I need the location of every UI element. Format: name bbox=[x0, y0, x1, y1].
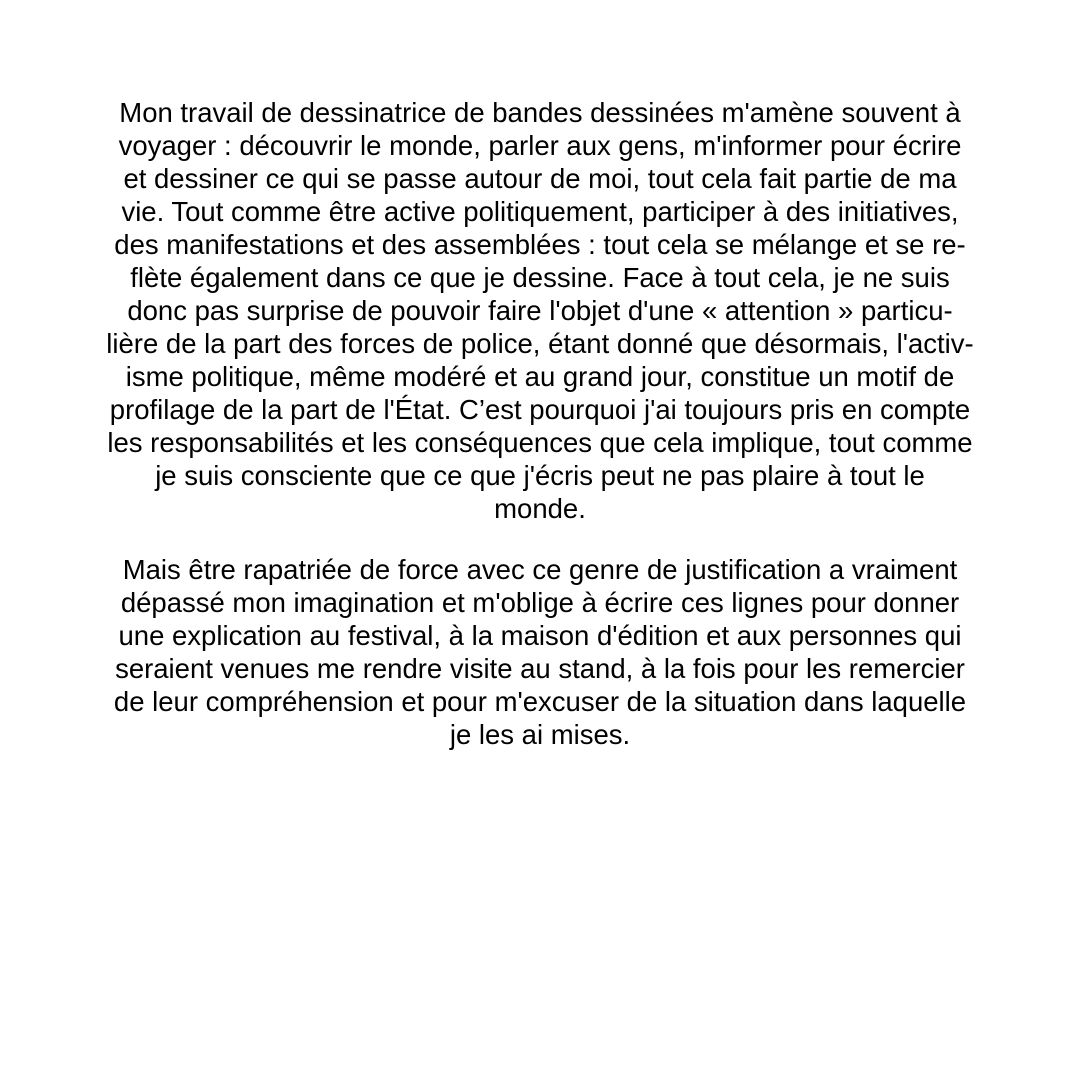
text-line: vie. Tout comme être active politiquement, participer à des initiatives, bbox=[121, 196, 959, 227]
text-line: donc pas surprise de pouvoir faire l'objet d'une « attention » particu- bbox=[127, 295, 953, 326]
text-line: profilage de la part de l'État. C’est pourquoi j'ai toujours pris en compte bbox=[109, 394, 971, 425]
text-line: lière de la part des forces de police, étant donné que désormais, l'activ- bbox=[106, 328, 974, 359]
text-line: Mon travail de dessinatrice de bandes dessinées m'amène souvent à bbox=[119, 97, 961, 128]
statement-text bbox=[0, 96, 1080, 751]
text-line: je suis consciente que ce que j'écris peut ne pas plaire à tout le bbox=[155, 460, 925, 491]
paragraph-1 bbox=[60, 96, 1020, 525]
text-line: les responsabilités et les conséquences que cela implique, tout comme bbox=[107, 427, 973, 458]
text-line: des manifestations et des assemblées : tout cela se mélange et se re- bbox=[114, 229, 966, 260]
text-line: monde. bbox=[494, 493, 586, 524]
paragraph-2 bbox=[60, 553, 1020, 751]
text-line: et dessiner ce qui se passe autour de moi, tout cela fait partie de ma bbox=[123, 163, 957, 194]
text-line: seraient venues me rendre visite au stand, à la fois pour les remercier bbox=[115, 653, 965, 684]
text-line: je les ai mises. bbox=[449, 719, 631, 750]
text-line: une explication au festival, à la maison d'édition et aux personnes qui bbox=[118, 620, 962, 651]
text-line: Mais être rapatriée de force avec ce genre de justification a vraiment bbox=[122, 554, 958, 585]
text-line: isme politique, même modéré et au grand jour, constitue un motif de bbox=[125, 361, 955, 392]
text-line: dépassé mon imagination et m'oblige à écrire ces lignes pour donner bbox=[120, 587, 960, 618]
text-line: voyager : découvrir le monde, parler aux gens, m'informer pour écrire bbox=[118, 130, 962, 161]
text-line: flète également dans ce que je dessine. Face à tout cela, je ne suis bbox=[130, 262, 950, 293]
text-line: de leur compréhension et pour m'excuser de la situation dans laquelle bbox=[113, 686, 967, 717]
